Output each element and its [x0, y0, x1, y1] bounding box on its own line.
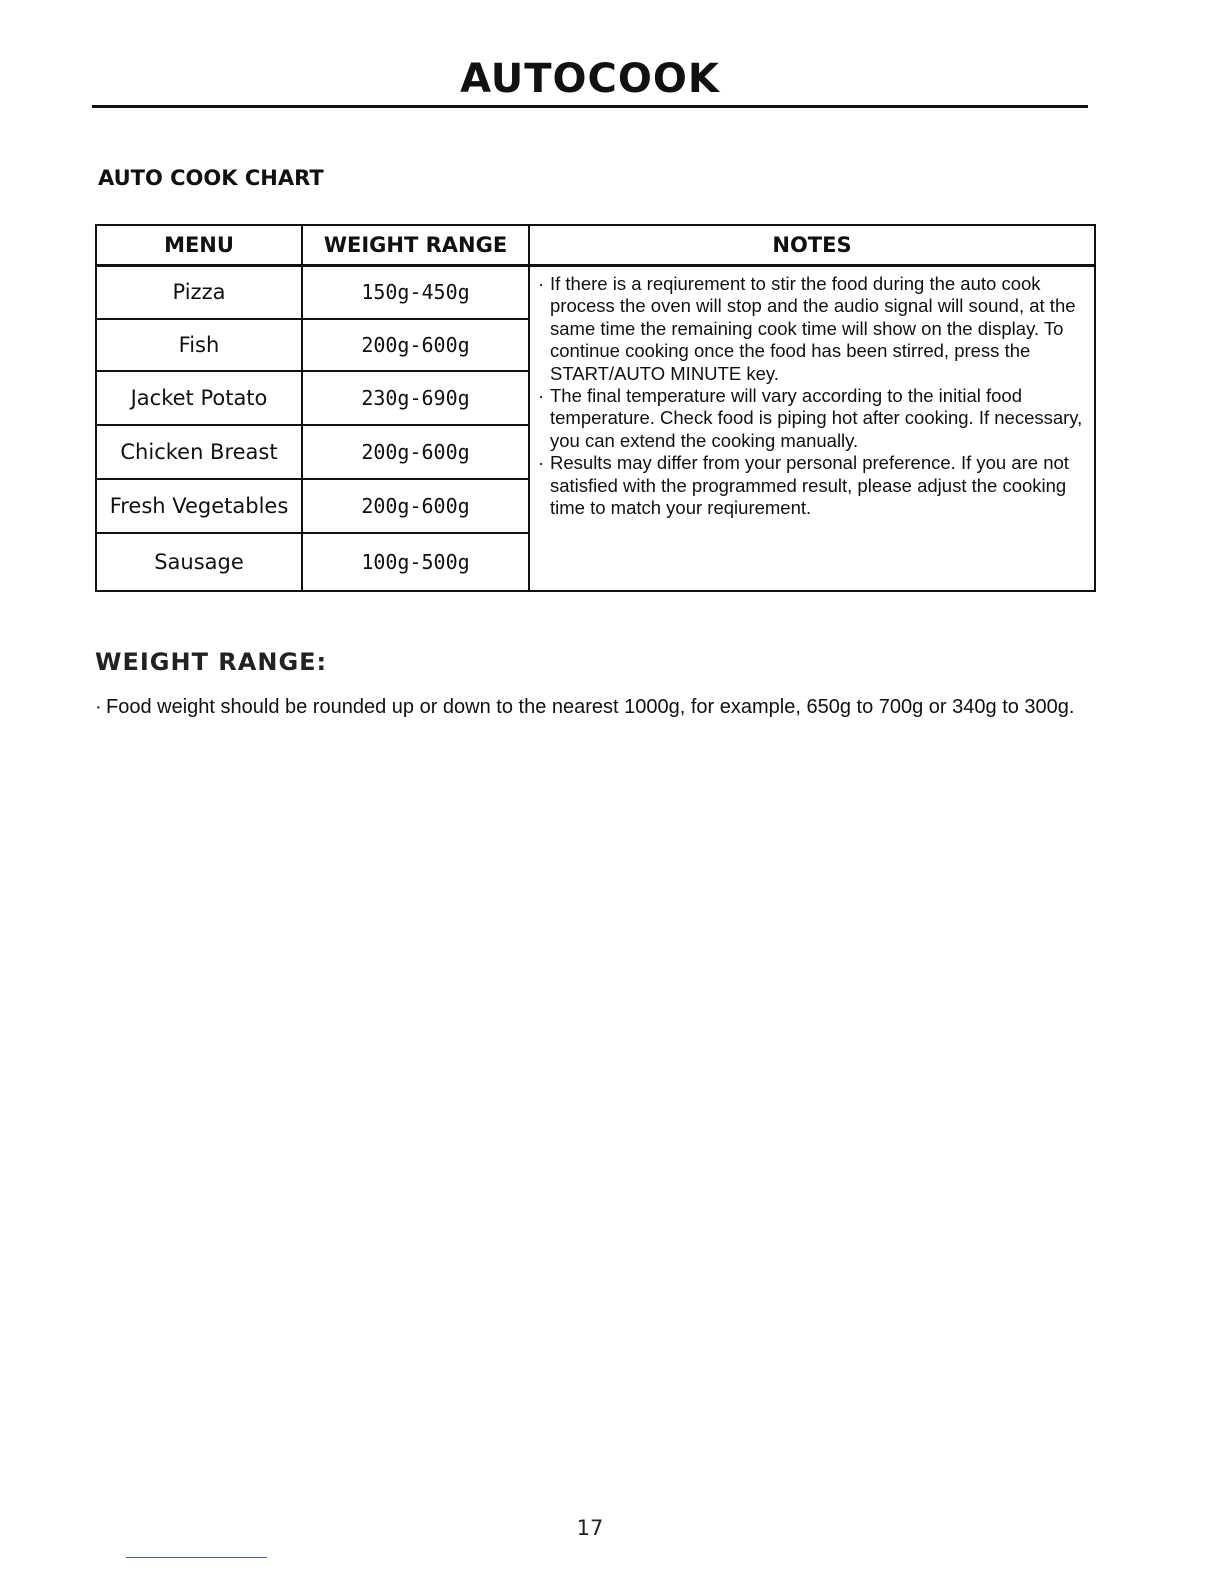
- bullet-mark: ·: [538, 452, 545, 474]
- page-number: 17: [576, 1516, 604, 1540]
- weight-range-cell: 100g-500g: [302, 533, 529, 591]
- weight-range-text: Food weight should be rounded up or down to the nearest 1000g, for example, 650g to 700g or 340g to 300g.: [106, 696, 1075, 718]
- weight-range-cell: 230g-690g: [302, 371, 529, 425]
- weight-range-cell: 200g-600g: [302, 479, 529, 533]
- menu-cell: Fish: [96, 319, 302, 371]
- footer-line: [126, 1557, 267, 1558]
- page-title: AUTOCOOK: [460, 56, 720, 102]
- column-header-notes: NOTES: [529, 225, 1095, 266]
- weight-range-cell: 150g-450g: [302, 266, 529, 319]
- title-rule: [92, 105, 1088, 108]
- column-header-weight-range: WEIGHT RANGE: [302, 225, 529, 266]
- column-header-menu: MENU: [96, 225, 302, 266]
- weight-range-cell: 200g-600g: [302, 425, 529, 479]
- weight-range-heading: WEIGHT RANGE:: [95, 648, 328, 676]
- note-text: The final temperature will vary according to the initial food temperature. Check food is piping hot after cooking. If necessary, you can extend the cooking manually.: [550, 385, 1083, 451]
- note-text: Results may differ from your personal preference. If you are not satisfied with the programmed result, please adjust the cooking time to match your reqiurement.: [550, 452, 1069, 519]
- weight-range-cell: 200g-600g: [302, 319, 529, 371]
- menu-cell: Pizza: [96, 266, 302, 319]
- note-item: [538, 273, 1084, 385]
- auto-cook-table: [95, 224, 1096, 592]
- weight-range-paragraph: [95, 690, 1085, 724]
- menu-cell: Jacket Potato: [96, 371, 302, 425]
- bullet-mark: ·: [538, 273, 545, 294]
- notes-cell: [529, 266, 1095, 591]
- auto-cook-chart-heading: AUTO COOK CHART: [98, 166, 324, 190]
- table-row: [96, 266, 1095, 319]
- bullet-mark: ·: [538, 385, 545, 407]
- menu-cell: Chicken Breast: [96, 425, 302, 479]
- table-header-row: [96, 225, 1095, 266]
- note-item: [538, 385, 1084, 452]
- bullet-mark: ·: [95, 696, 102, 718]
- note-text: If there is a reqiurement to stir the food during the auto cook process the oven will stop and the audio signal will sound, at the same time the remaining cook time will show on the display. To continue cooking once the food has been stirred, press the START/AUTO MINUTE key.: [550, 273, 1076, 384]
- note-item: [538, 452, 1084, 519]
- menu-cell: Sausage: [96, 533, 302, 591]
- menu-cell: Fresh Vegetables: [96, 479, 302, 533]
